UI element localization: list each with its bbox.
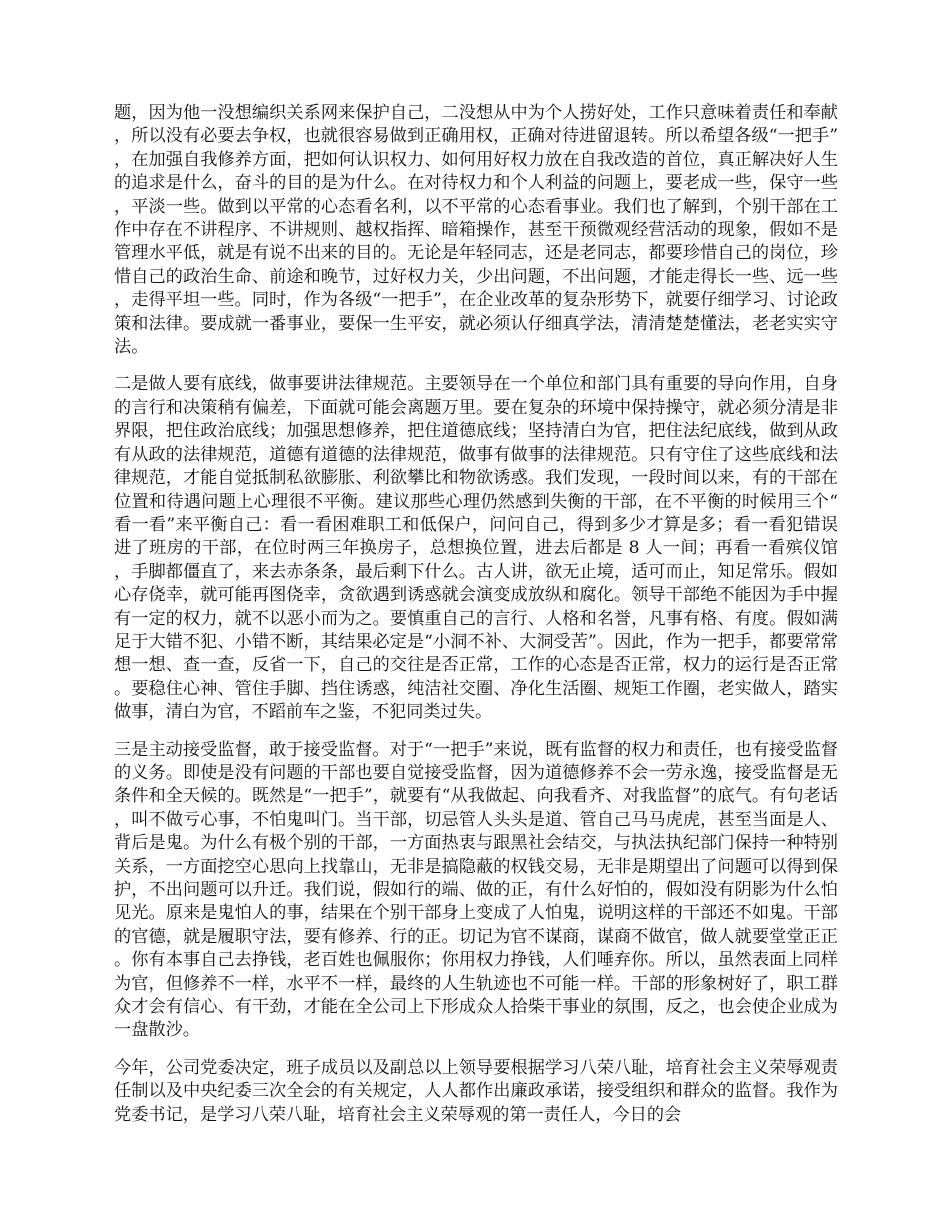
paragraph-integrity-pledge: 今年，公司党委决定，班子成员以及副总以上领导要根据学习八荣八耻，培育社会主义荣辱观责任制以及中央纪委三次全会的有关规定，人人都作出廉政承诺，接受组织和群众的监督。我作为党委书记，是学习八荣八耻，培育社会主义荣辱观的第一责任人，今日的会 xyxy=(114,1057,838,1125)
document-body xyxy=(114,102,838,1141)
paragraph-accept-supervision: 三是主动接受监督，敢于接受监督。对于“一把手”来说，既有监督的权力和责任，也有接受监督的义务。即使是没有问题的干部也要自觉接受监督，因为道德修养不会一劳永逸，接受监督是无条件和全天候的。既然是“一把手”，就要有“从我做起、向我看齐、对我监督”的底气。有句老话，叫不做亏心事，不怕鬼叫门。当干部，切忌管人头头是道、管自己马马虎虎，甚至当面是人、背后是鬼。为什么有极个别的干部，一方面热衷与跟黑社会结交，与执法执纪部门保持一种特别关系，一方面挖空心思向上找靠山，无非是搞隐蔽的权钱交易，无非是期望出了问题可以得到保护，不出问题可以升迁。我们说，假如行的端、做的正，有什么好怕的，假如没有阴影为什么怕见光。原来是鬼怕人的事，结果在个别干部身上变成了人怕鬼，说明这样的干部还不如鬼。干部的官德，就是履职守法，要有修养、行的正。切记为官不谋商，谋商不做官，做人就要堂堂正正。你有本事自己去挣钱，老百姓也佩服你；你用权力挣钱，人们唾弃你。所以，虽然表面上同样为官，但修养不一样，水平不一样，最终的人生轨迹也不可能一样。干部的形象树好了，职工群众才会有信心、有干劲，才能在全公司上下形成众人拾柴干事业的氛围，反之，也会使企业成为一盘散沙。 xyxy=(114,739,838,1041)
paragraph-bottom-line: 二是做人要有底线，做事要讲法律规范。主要领导在一个单位和部门具有重要的导向作用，自身的言行和决策稍有偏差，下面就可能会离题万里。要在复杂的环境中保持操守，就必须分清是非界限，把住政治底线；加强思想修养，把住道德底线；坚持清白为官，把住法纪底线，做到从政有从政的法律规范，道德有道德的法律规范，做事有做事的法律规范。只有守住了这些底线和法律规范，才能自觉抵制私欲膨胀、利欲攀比和物欲诱惑。我们发现，一段时间以来，有的干部在位置和待遇问题上心理很不平衡。建议那些心理仍然感到失衡的干部，在不平衡的时候用三个“看一看”来平衡自己：看一看困难职工和低保户，问问自己，得到多少才算是多；看一看犯错误进了班房的干部，在位时两三年换房子，总想换位置，进去后都是 8 人一间；再看一看殡仪馆，手脚都僵直了，来去赤条条，最后剩下什么。古人讲，欲无止境，适可而止，知足常乐。假如心存侥幸，就可能再图侥幸，贪欲遇到诱惑就会演变成放纵和腐化。领导干部绝不能因为手中握有一定的权力，就不以恶小而为之。要慎重自己的言行、人格和名誉，凡事有格、有度。假如满足于大错不犯、小错不断，其结果必定是“小洞不补、大洞受苦”。因此，作为一把手，都要常常想一想、查一查，反省一下，自己的交往是否正常，工作的心态是否正常，权力的运行是否正常。要稳住心神、管住手脚、挡住诱惑，纯洁社交圈、净化生活圈、规矩工作圈，老实做人，踏实做事，清白为官，不蹈前车之鉴，不犯同类过失。 xyxy=(114,374,838,723)
paragraph-power-attitude: 题，因为他一没想编织关系网来保护自己，二没想从中为个人捞好处，工作只意味着责任和奉献，所以没有必要去争权，也就很容易做到正确用权，正确对待进留退转。所以希望各级“一把手”，在加强自我修养方面，把如何认识权力、如何用好权力放在自我改造的首位，真正解决好人生的追求是什么，奋斗的目的是为什么。在对待权力和个人利益的问题上，要老成一些，保守一些，平淡一些。做到以平常的心态看名利，以不平常的心态看事业。我们也了解到，个别干部在工作中存在不讲程序、不讲规则、越权指挥、暗箱操作，甚至干预微观经营活动的现象，假如不是管理水平低，就是有说不出来的目的。无论是年轻同志，还是老同志，都要珍惜自己的岗位，珍惜自己的政治生命、前途和晚节，过好权力关，少出问题，不出问题，才能走得长一些、远一些，走得平坦一些。同时，作为各级“一把手”，在企业改革的复杂形势下，就要仔细学习、讨论政策和法律。要成就一番事业，要保一生平安，就必须认仔细真学法，清清楚楚懂法，老老实实守法。 xyxy=(114,103,838,358)
